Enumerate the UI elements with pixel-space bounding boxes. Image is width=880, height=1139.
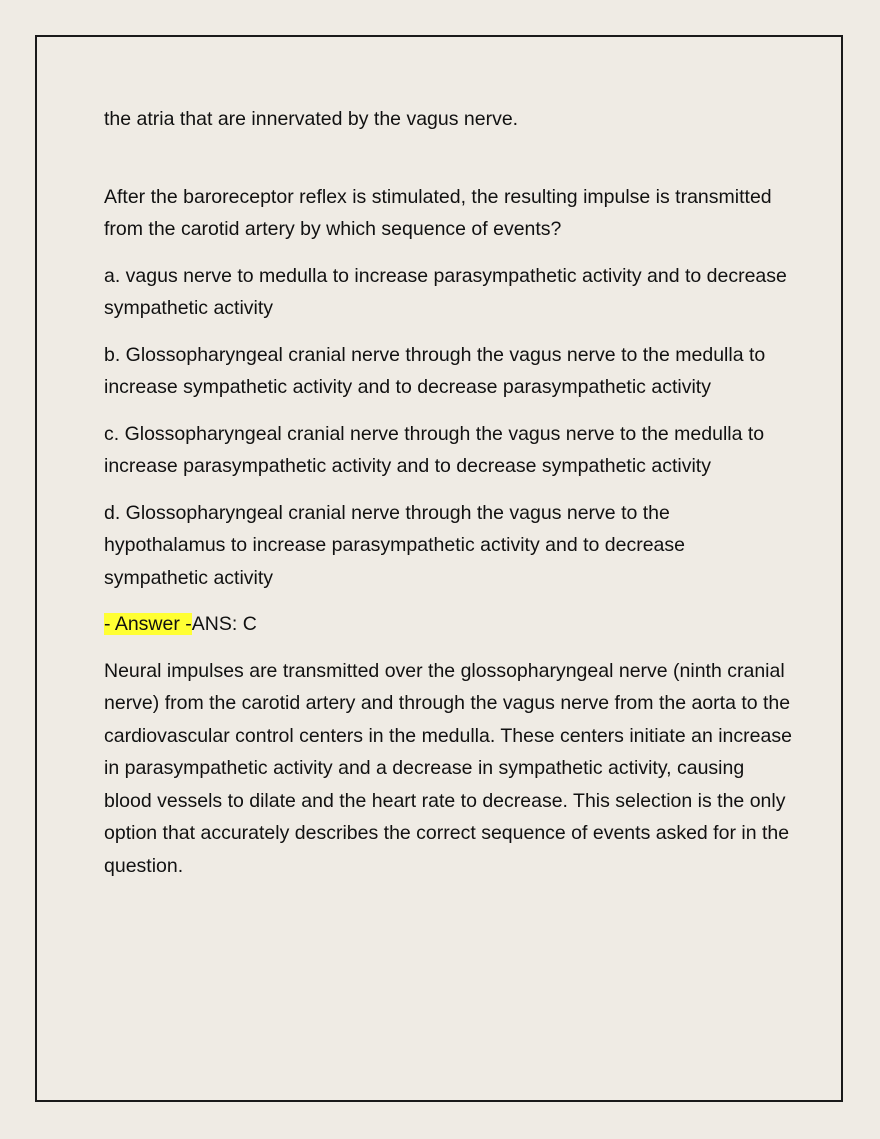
question-text: After the baroreceptor reflex is stimulated, the resulting impulse is transmitted from the carotid artery by which sequence of events? <box>104 185 772 240</box>
answer-value: ANS: C <box>191 613 257 635</box>
document-body <box>104 103 794 882</box>
option-d: d. Glossopharyngeal cranial nerve through the vagus nerve to the hypothalamus to increase parasympathetic activity and to decrease sympathetic activity <box>104 501 685 589</box>
option-c: c. Glossopharyngeal cranial nerve through the vagus nerve to the medulla to increase parasympathetic activity and to decrease sympathetic activity <box>104 422 765 477</box>
continued-text: the atria that are innervated by the vagus nerve. <box>104 108 519 130</box>
answer-label-highlight: - Answer - <box>104 613 192 635</box>
option-b: b. Glossopharyngeal cranial nerve through the vagus nerve to the medulla to increase sympathetic activity and to decrease parasympathetic activity <box>104 343 766 398</box>
answer-line <box>104 608 794 641</box>
rationale-text: Neural impulses are transmitted over the glossopharyngeal nerve (ninth cranial nerve) from the carotid artery and through the vagus nerve from the aorta to the cardiovascular control centers in the medulla. These centers initiate an increase in parasympathetic activity and a decrease in sympathetic activity, causing blood vessels to dilate and the heart rate to decrease. This selection is the only option that accurately describes the correct sequence of events asked for in the question. <box>104 659 792 877</box>
option-a: a. vagus nerve to medulla to increase parasympathetic activity and to decrease sympathetic activity <box>104 264 787 319</box>
